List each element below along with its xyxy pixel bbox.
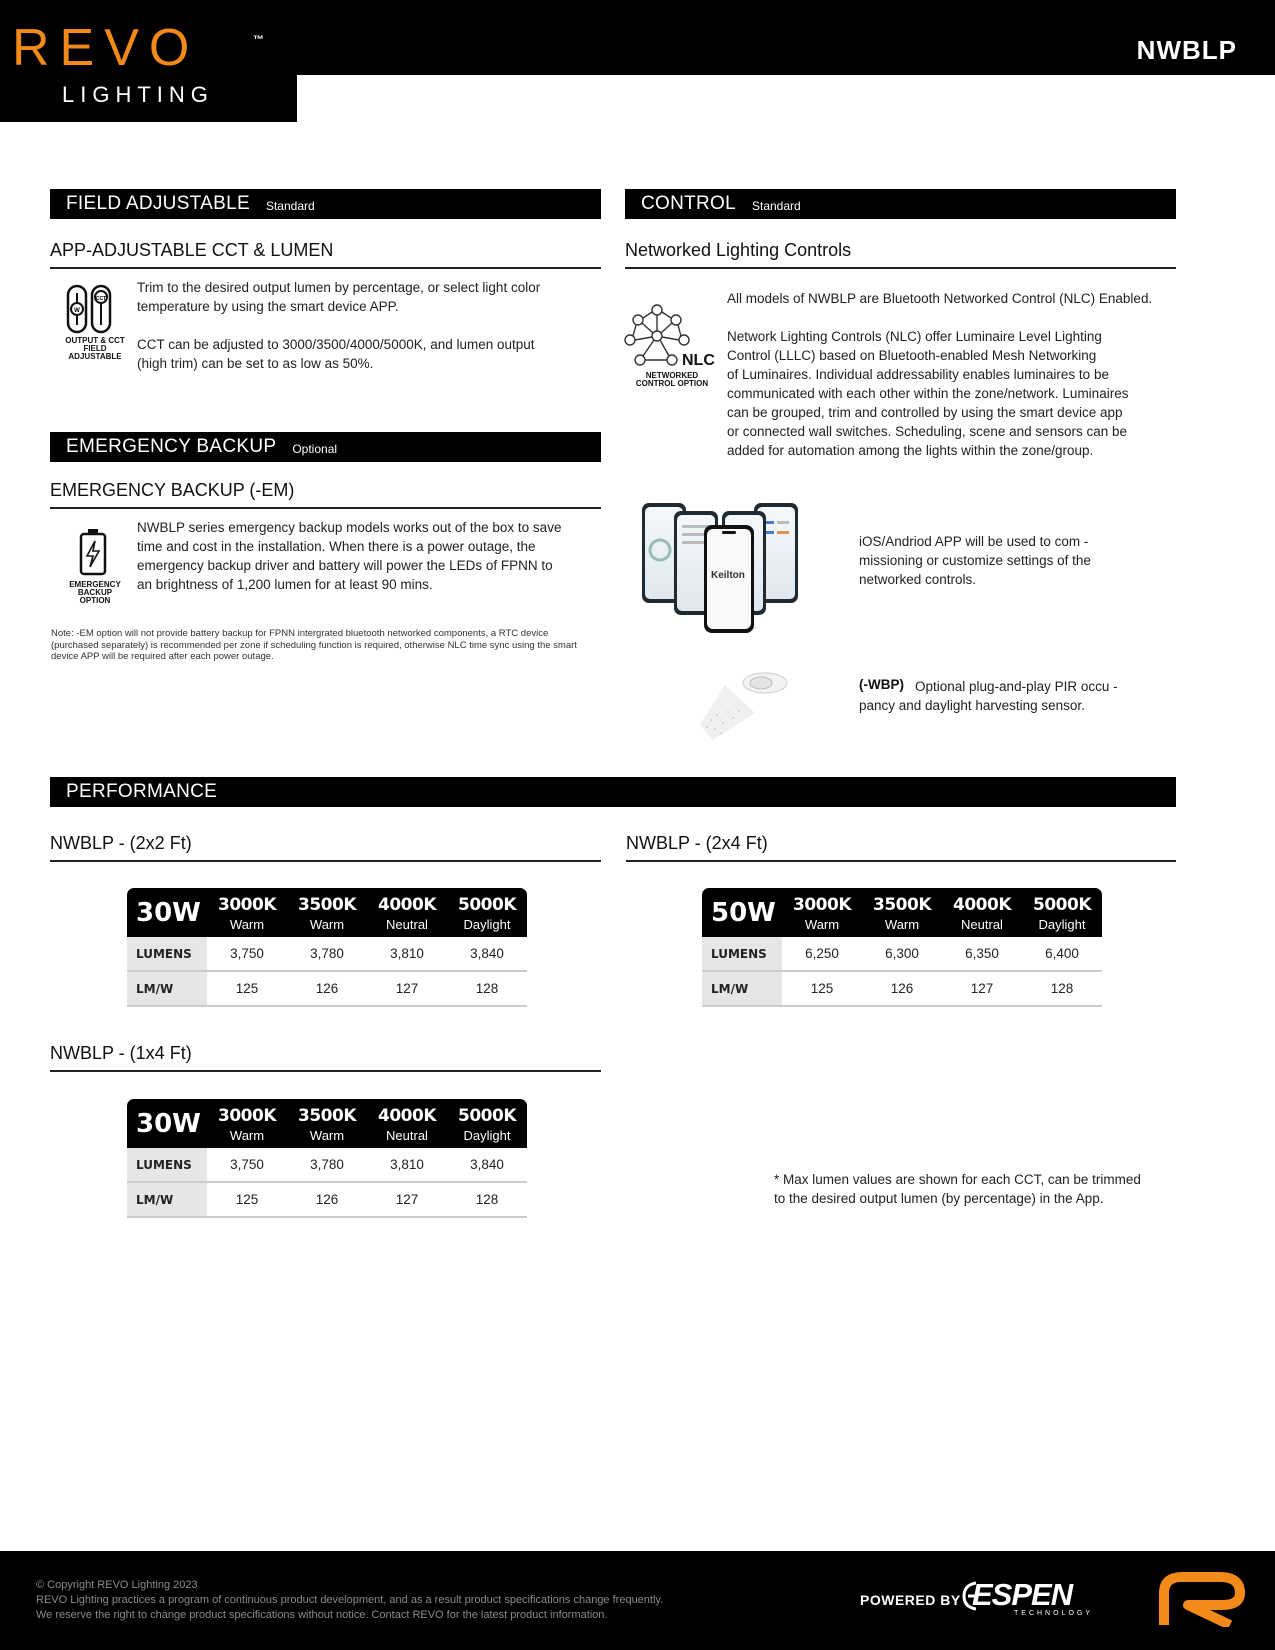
cct-value: 3500K [873,895,931,915]
network-mesh-icon [624,302,690,370]
cell: 128 [475,1192,499,1207]
cct-value: 3000K [218,895,276,915]
cct-value: 5000K [458,1106,516,1126]
section-title: PERFORMANCE [66,781,218,802]
control-subhead: Networked Lighting Controls [625,240,1176,269]
app-phones-image [640,495,830,635]
cct-desc: Warm [309,917,345,932]
cct-desc: Warm [229,917,265,932]
footer-legal-text: © Copyright REVO Lighting 2023 REVO Lighting practices a program of continuous product development, and as a result product specifications change frequently. We reserve the right to change product specifications without notice. Contact REVO for the latest product information. [36,1579,664,1621]
cell: 6,250 [805,946,839,961]
cct-value: 4000K [953,895,1011,915]
row-label: LM/W [702,972,782,1005]
cell: 126 [315,1192,339,1207]
espen-logo-sub: TECHNOLOGY [1014,1610,1094,1617]
logo-word: REVO [12,19,200,77]
cell: 125 [235,1192,259,1207]
svg-text:W: W [74,308,80,314]
cell: 127 [395,1192,419,1207]
row-label: LUMENS [127,937,207,970]
cell: 125 [235,981,259,996]
wattage: 30W [136,897,201,928]
cell: 126 [890,981,914,996]
cct-value: 5000K [458,895,516,915]
cct-desc: Neutral [386,1128,428,1143]
logo-trademark: ™ [253,34,264,46]
icon-caption: EMERGENCY BACKUP OPTION [69,580,121,605]
icon-caption: OUTPUT & CCT FIELD ADJUSTABLE [65,336,125,361]
output-cct-adjust-icon [64,283,118,335]
logo-subtitle: LIGHTING [62,82,214,107]
table-row [127,972,527,1007]
cct-value: 4000K [378,1106,436,1126]
cct-column [1022,888,1102,937]
cct-desc: Daylight [463,1128,511,1143]
cell: 127 [970,981,994,996]
row-label: LUMENS [702,937,782,970]
cct-value: 4000K [378,895,436,915]
icon-caption: NETWORKED CONTROL OPTION [635,371,709,388]
espen-logo: ESPEN [972,1577,1073,1612]
cell: 3,750 [230,946,264,961]
cct-desc: Neutral [961,917,1003,932]
emergency-note: Note: -EM option will not provide battery backup for FPNN intergrated bluetooth networked components, a RTC device (purchased separately) is recommended per zone if scheduling function is required, otherwise NLC time sync using the smart device APP will be required after each power outage. [51,628,577,662]
battery-icon [78,527,108,577]
control-text: All models of NWBLP are Bluetooth Networked Control (NLC) Enabled. Network Lighting Controls (NLC) offer Luminaire Level Lighting Control (LLLC) based on Bluetooth-enabled Mesh Networking of Luminaires. Individual addressability enables luminaires to be communicated with each other within the zone/network. Luminaires can be grouped, trim and controlled by using the smart device app or connected wall switches. Scheduling, scene and sensors can be added for automation among the lights within the zone/group. [727,291,1153,458]
performance-bar [50,777,1176,807]
table-header [702,888,1102,937]
cct-column [287,888,367,937]
emergency-subhead: EMERGENCY BACKUP (-EM) [50,480,601,509]
app-brand: Keilton [711,570,745,581]
cell: 3,780 [310,1157,344,1172]
emergency-text: NWBLP series emergency backup models works out of the box to save time and cost in the installation. When there is a power outage, the emergency backup driver and battery will power the LEDs of FPNN to an brightness of 1,200 lumen for at least 90 mins. [137,520,562,592]
sensor-text: Optional plug-and-play PIR occu - pancy and daylight harvesting sensor. [859,679,1118,713]
cell: 6,350 [965,946,999,961]
performance-footnote: * Max lumen values are shown for each CCT, can be trimmed to the desired output lumen (by percentage) in the App. [774,1172,1141,1206]
revo-r-logo-icon [1158,1571,1248,1627]
table-row [702,937,1102,972]
revo-logo [0,0,297,122]
field-adjustable-subhead: APP-ADJUSTABLE CCT & LUMEN [50,240,601,269]
table-row [127,937,527,972]
section-title: CONTROL [641,193,736,214]
wattage: 50W [711,897,776,928]
cct-desc: Warm [804,917,840,932]
nlc-label: NLC [682,352,715,369]
section-tag: Optional [292,441,338,456]
svg-text:CCT: CCT [95,296,107,302]
section-tag: Standard [265,198,315,213]
row-label: LM/W [127,972,207,1005]
table-row [702,972,1102,1007]
field-adjustable-text: Trim to the desired output lumen by percentage, or select light color temperature by using the smart device APP. CCT can be adjusted to 3000/3500/4000/5000K, and lumen output (high trim) can be set to as low as 50%. [137,280,541,371]
wattage: 30W [136,1108,201,1139]
cct-desc: Daylight [463,917,511,932]
powered-by-label: POWERED BY [860,1592,961,1608]
spec-table-2x4 [702,888,1102,1007]
section-tag: Standard [752,198,801,213]
cct-column [287,1099,367,1148]
spec-table-1x4 [127,1099,527,1218]
cct-column [367,888,447,937]
cell: 128 [1050,981,1074,996]
cct-column [942,888,1022,937]
cct-desc: Daylight [1038,917,1086,932]
cell: 3,840 [470,946,504,961]
table-title: NWBLP - (1x4 Ft) [50,1043,601,1072]
emergency-backup-bar [50,432,601,462]
cct-column [207,888,287,937]
cct-value: 3500K [298,1106,356,1126]
cell: 6,400 [1045,946,1079,961]
pir-sensor-image [695,665,791,743]
sensor-code: (-WBP) [859,677,904,692]
row-label: LUMENS [127,1148,207,1181]
table-title: NWBLP - (2x2 Ft) [50,833,601,862]
cct-value: 3000K [793,895,851,915]
section-title: FIELD ADJUSTABLE [66,193,250,214]
table-row [127,1148,527,1183]
cell: 128 [475,981,499,996]
cct-value: 3500K [298,895,356,915]
cell: 3,750 [230,1157,264,1172]
row-label: LM/W [127,1183,207,1216]
cct-column [862,888,942,937]
model-name: NWBLP [1136,35,1237,65]
table-title: NWBLP - (2x4 Ft) [626,833,1176,862]
spec-table-2x2 [127,888,527,1007]
cct-desc: Warm [884,917,920,932]
cell: 127 [395,981,419,996]
cct-column [447,888,527,937]
cct-desc: Neutral [386,917,428,932]
cct-desc: Warm [229,1128,265,1143]
cct-column [207,1099,287,1148]
control-bar [625,189,1176,219]
cell: 3,840 [470,1157,504,1172]
section-title: EMERGENCY BACKUP [66,436,277,457]
cct-value: 5000K [1033,895,1091,915]
cct-column [367,1099,447,1148]
cct-column [447,1099,527,1148]
cell: 3,810 [390,946,424,961]
table-row [127,1183,527,1218]
footer [0,1551,1275,1650]
cell: 125 [810,981,834,996]
cct-desc: Warm [309,1128,345,1143]
table-header [127,1099,527,1148]
cct-value: 3000K [218,1106,276,1126]
cell: 126 [315,981,339,996]
app-text: iOS/Andriod APP will be used to com - missioning or customize settings of the networked controls. [859,534,1091,587]
cell: 3,810 [390,1157,424,1172]
table-header [127,888,527,937]
cct-column [782,888,862,937]
cell: 3,780 [310,946,344,961]
cell: 6,300 [885,946,919,961]
field-adjustable-bar [50,189,601,219]
